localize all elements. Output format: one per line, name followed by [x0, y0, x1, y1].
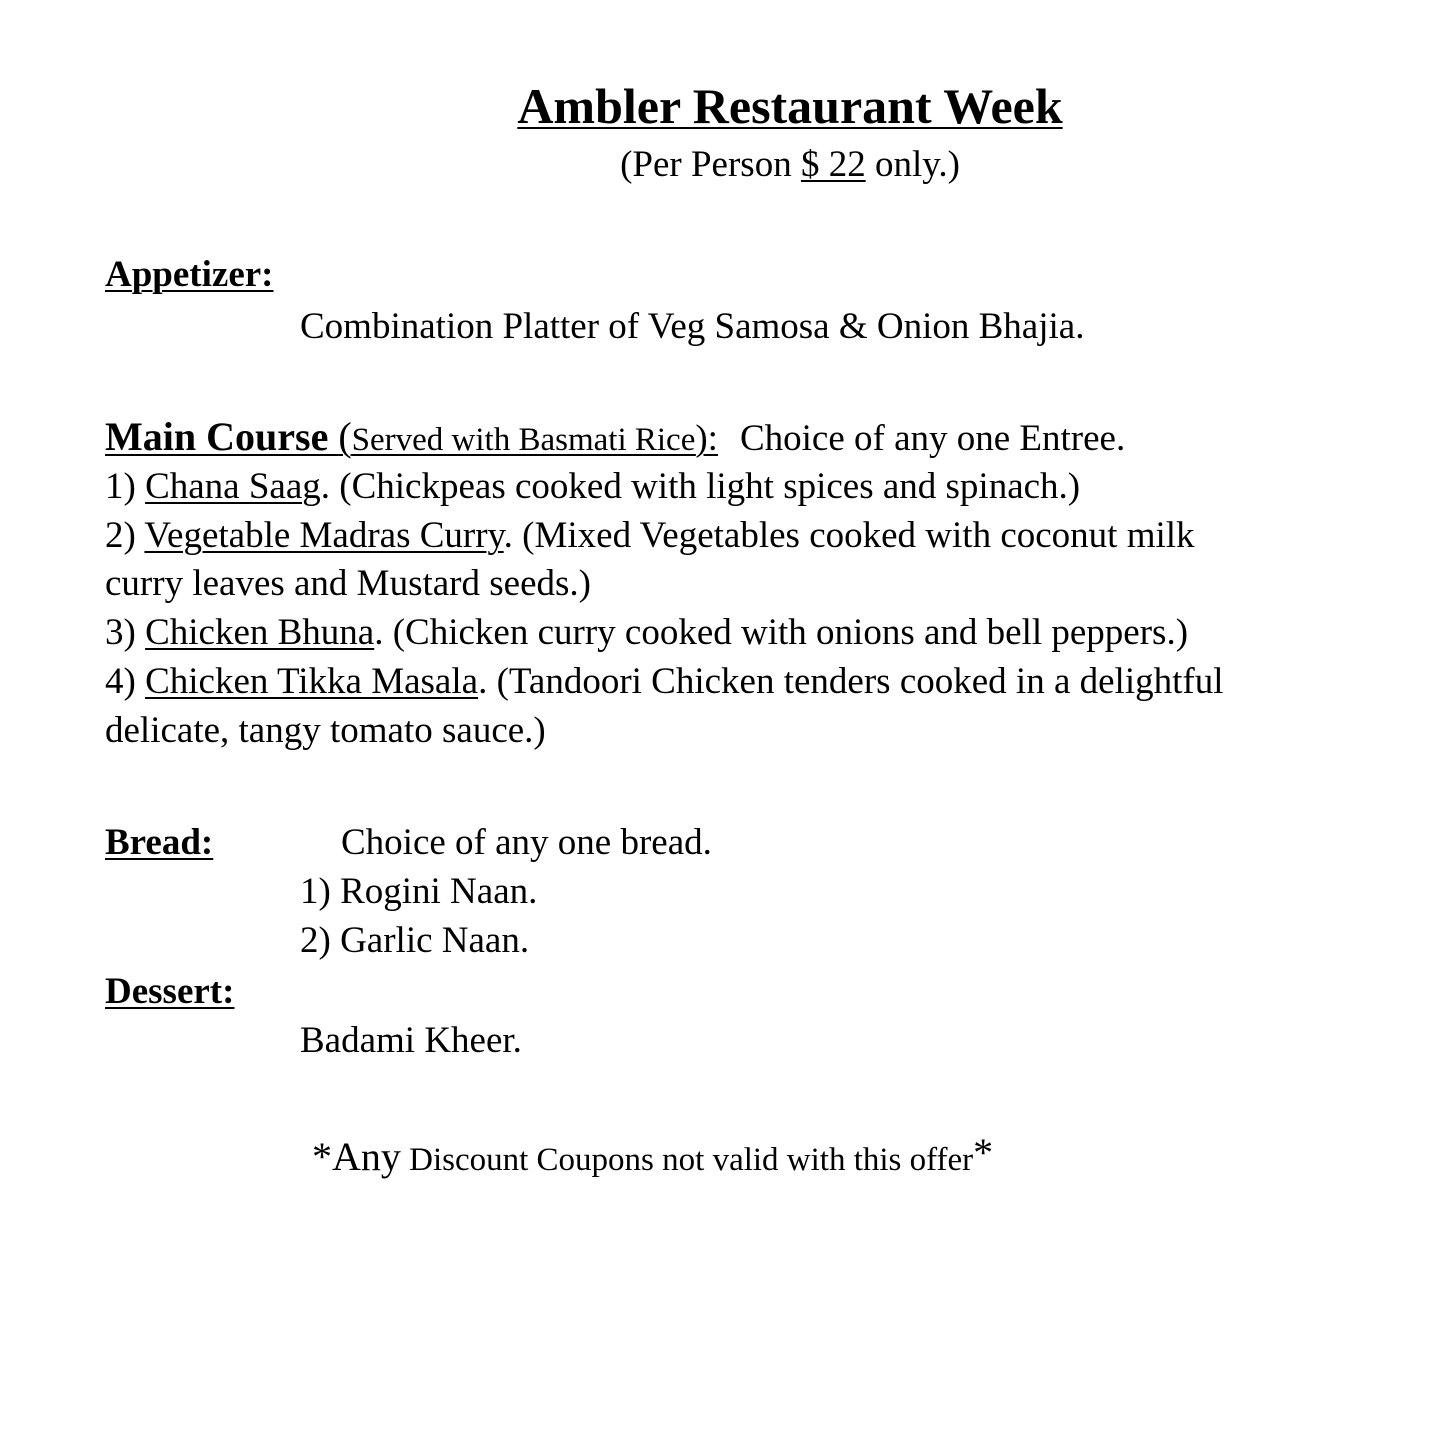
entree-desc-cont: delicate, tangy tomato sauce.): [105, 710, 546, 751]
star: *: [312, 1134, 332, 1179]
entree-item: [105, 514, 1195, 558]
bread-item: 1) Rogini Naan.: [300, 871, 538, 912]
entree-desc: . (Chicken curry cooked with onions and bell peppers.): [374, 612, 1189, 653]
main-course-line: [105, 415, 1125, 462]
price-suffix: only.): [865, 144, 960, 185]
disclaimer: [312, 1131, 993, 1182]
entree-item: [105, 611, 1188, 655]
entree-name: Chana Saag: [145, 466, 321, 507]
entree-item: [105, 660, 1223, 704]
entree-desc-cont: curry leaves and Mustard seeds.): [105, 563, 591, 604]
entree-name: Chicken Bhuna: [145, 612, 375, 653]
main-course-heading: Main Course: [105, 414, 339, 459]
entree-name: Vegetable Madras Curry: [144, 515, 504, 556]
dessert-item: Badami Kheer.: [300, 1020, 522, 1061]
bread-note: Choice of any one bread.: [341, 822, 712, 863]
entree-num: 3): [105, 612, 146, 653]
star: *: [973, 1130, 994, 1175]
price-amount: $ 22: [800, 144, 866, 185]
bread-item: 2) Garlic Naan.: [300, 920, 530, 961]
disclaimer-any: Any: [332, 1134, 401, 1179]
dessert-heading: Dessert:: [105, 971, 235, 1012]
entree-desc: . (Chickpeas cooked with light spices and spinach.): [320, 466, 1081, 507]
appetizer-heading: Appetizer:: [105, 254, 274, 295]
paren-close: ):: [695, 418, 718, 459]
main-course-note: Choice of any one Entree.: [739, 418, 1126, 459]
paren-open: (: [338, 414, 352, 459]
entree-num: 2): [105, 515, 145, 556]
appetizer-item: Combination Platter of Veg Samosa & Onion Bhajia.: [300, 306, 1085, 347]
price-prefix: (Per Person: [620, 144, 801, 185]
served-with: Served with Basmati Rice: [351, 422, 696, 458]
disclaimer-text: Discount Coupons not valid with this offer: [400, 1142, 974, 1178]
entree-desc: . (Mixed Vegetables cooked with coconut milk: [503, 515, 1195, 556]
price-line: [0, 143, 1440, 187]
bread-heading: Bread:: [105, 822, 214, 863]
page-title: Ambler Restaurant Week: [517, 78, 1063, 134]
entree-desc: . (Tandoori Chicken tenders cooked in a delightful: [478, 661, 1224, 702]
entree-num: 1): [105, 466, 146, 507]
entree-item: [105, 465, 1080, 509]
entree-name: Chicken Tikka Masala: [145, 661, 479, 702]
entree-num: 4): [105, 661, 146, 702]
